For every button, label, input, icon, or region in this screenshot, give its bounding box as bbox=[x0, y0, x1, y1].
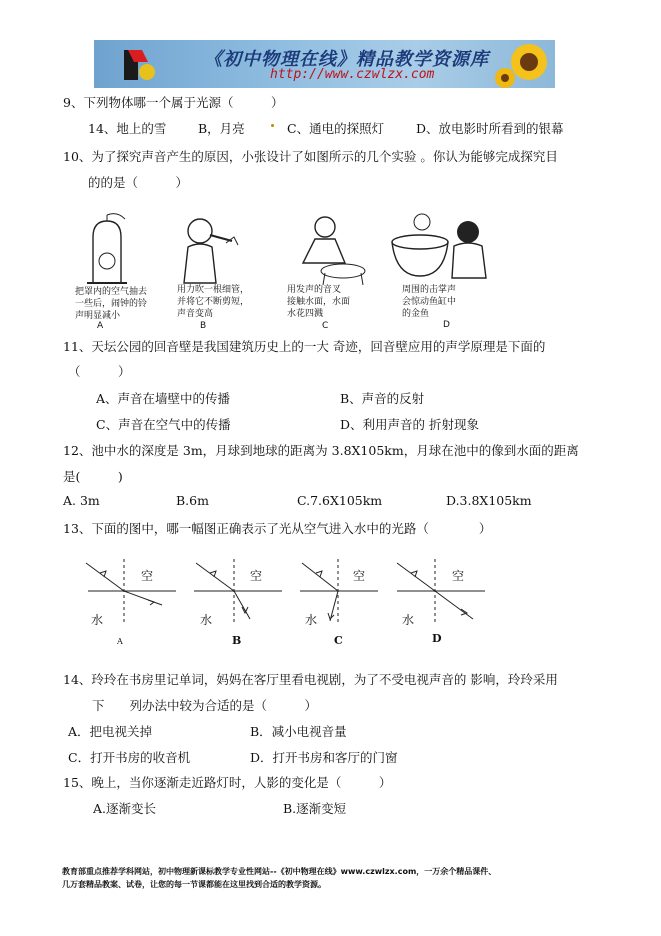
q9-option: C、通电的探照灯 bbox=[287, 121, 385, 136]
stray-dot bbox=[271, 124, 274, 127]
q13-air-label: 空 bbox=[353, 569, 366, 583]
q13-letter-d: D bbox=[432, 632, 442, 645]
q10-caption-c: 用发声的音叉 接触水面，水面 水花四溅 bbox=[287, 285, 351, 319]
q9-option: B，月亮 bbox=[198, 121, 245, 136]
q11-option: C、声音在空气中的传播 bbox=[96, 417, 231, 432]
q11-option: D、利用声音的 折射现象 bbox=[340, 417, 479, 432]
q13-letter-b: B bbox=[232, 634, 242, 647]
q10-caption-b: 用力吹一根细管， 并将它不断剪短， 声音变高 bbox=[177, 285, 250, 319]
q9-option: D、放电影时所看到的银幕 bbox=[416, 121, 564, 136]
q14-stem: 14、玲玲在书房里记单词，妈妈在客厅里看电视剧，为了不受电视声音的 影响，玲玲采用 bbox=[63, 672, 558, 687]
q11-option: B、声音的反射 bbox=[340, 391, 425, 406]
q10-letter-a: A bbox=[97, 321, 104, 331]
q15-stem: 15、晚上，当你逐渐走近路灯时，人影的变化是（ ） bbox=[63, 775, 392, 790]
q12-stem: 12、池中水的深度是 3m，月球到地球的距离为 3.8X105km，月球在池中的像到水面的距离 bbox=[63, 443, 579, 458]
q13-water-label: 水 bbox=[402, 613, 415, 627]
q10-letter-b: B bbox=[200, 321, 207, 331]
q13-stem: 13、下面的图中，哪一幅图正确表示了光从空气进入水中的光路（ ） bbox=[63, 521, 492, 536]
q10-caption-a: 把罩内的空气抽去 一些后，闹钟的铃 声明显减小 bbox=[75, 287, 148, 321]
header-title: 《初中物理在线》精品教学资源库 bbox=[204, 49, 489, 70]
q14-option: D．打开书房和客厅的门窗 bbox=[250, 750, 398, 765]
q10-stem-cont: 的的是（ ） bbox=[88, 175, 189, 190]
q13-water-label: 水 bbox=[91, 613, 104, 627]
sunflower-icon bbox=[495, 40, 555, 88]
tuning-fork-illustration bbox=[285, 213, 375, 285]
q10-caption-d: 周围的击掌声 会惊动鱼缸中 的金鱼 bbox=[402, 285, 457, 319]
q15-option: A.逐渐变长 bbox=[93, 801, 157, 816]
footer-line: 几万套精品教案、试卷，让您的每一节课都能在这里找到合适的教学资源。 bbox=[62, 880, 326, 889]
q10-letter-c: C bbox=[322, 321, 329, 331]
q14-option: A．把电视关掉 bbox=[68, 724, 153, 739]
site-logo-icon bbox=[122, 44, 156, 84]
q14-option: B．减小电视音量 bbox=[250, 724, 347, 739]
bell-jar-illustration bbox=[73, 213, 163, 285]
q13-water-label: 水 bbox=[200, 613, 213, 627]
q9-option: 14、地上的雪 bbox=[88, 121, 167, 136]
q12-stem-cont: 是( ) bbox=[63, 469, 123, 484]
q15-option: B.逐渐变短 bbox=[283, 801, 347, 816]
q11-stem: 11、天坛公园的回音壁是我国建筑历史上的一大 奇迹，回音壁应用的声学原理是下面的 bbox=[63, 339, 546, 354]
q11-option: A、声音在墙壁中的传播 bbox=[96, 391, 231, 406]
q11-stem-cont: （ ） bbox=[68, 364, 131, 379]
q13-air-label: 空 bbox=[452, 569, 465, 583]
q13-air-label: 空 bbox=[141, 569, 154, 583]
q12-option: C.7.6X105km bbox=[297, 493, 383, 508]
q13-water-label: 水 bbox=[305, 613, 318, 627]
q14-option: C．打开书房的收音机 bbox=[68, 750, 191, 765]
q13-letter-c: C bbox=[334, 634, 343, 647]
q12-option: B.6m bbox=[176, 493, 209, 508]
footer-line: 教育部重点推荐学科网站，初中物理新课标教学专业性网站--《初中物理在线》www.czwlzx.com，一万余个精品课件、 bbox=[62, 867, 497, 876]
header-url[interactable]: http://www.czwlzx.com bbox=[270, 67, 435, 82]
fish-bowl-illustration bbox=[382, 208, 492, 284]
q10-letter-d: D bbox=[443, 320, 450, 330]
header-banner bbox=[94, 40, 555, 88]
q9-stem: 9、下列物体哪一个属于光源（ ） bbox=[63, 95, 284, 110]
q10-stem: 10、为了探究声音产生的原因，小张设计了如图所示的几个实验 。你认为能够完成探究目 bbox=[63, 149, 558, 164]
q13-air-label: 空 bbox=[250, 569, 263, 583]
blowing-tube-illustration bbox=[178, 213, 248, 285]
q14-stem-cont: 下 列办法中较为合适的是（ ） bbox=[92, 698, 318, 713]
q12-option: A. 3m bbox=[63, 493, 100, 508]
q13-letter-a: A bbox=[117, 637, 123, 646]
q12-option: D.3.8X105km bbox=[446, 493, 532, 508]
